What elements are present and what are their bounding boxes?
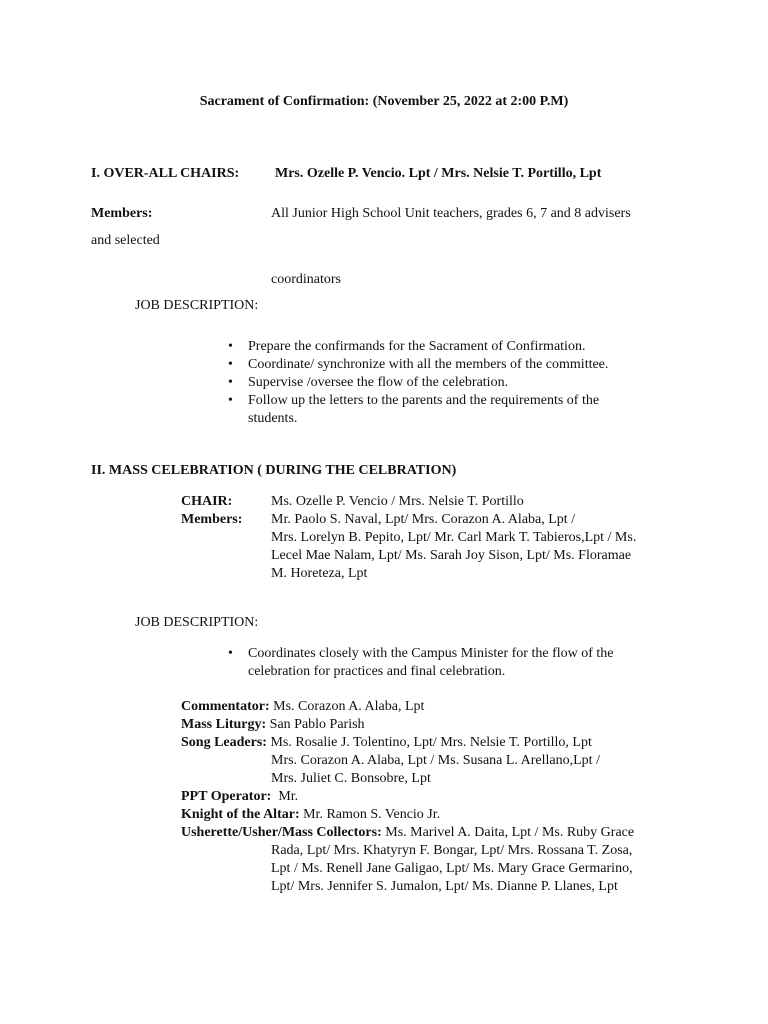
section2-members-label: Members:: [181, 512, 243, 527]
role-ushers: [181, 824, 634, 842]
role-commentator: [181, 698, 424, 716]
section1-members-line1: All Junior High School Unit teachers, grades 6, 7 and 8 advisers: [271, 206, 631, 221]
role-song-label: Song Leaders:: [181, 735, 267, 750]
role-ppt-operator: [181, 788, 298, 806]
role-knight-label: Knight of the Altar:: [181, 807, 300, 822]
role-usher-line: Lpt/ Mrs. Jennifer S. Jumalon, Lpt/ Ms. Dianne P. Llanes, Lpt: [271, 879, 618, 894]
section2-job-label: JOB DESCRIPTION:: [135, 615, 259, 630]
bullet-icon: •: [228, 357, 233, 372]
role-usher-label: Usherette/Usher/Mass Collectors:: [181, 825, 382, 840]
role-usher-value: Ms. Marivel A. Daita, Lpt / Ms. Ruby Grace: [381, 825, 635, 840]
section2-chair-label: CHAIR:: [181, 494, 233, 509]
role-commentator-label: Commentator:: [181, 699, 270, 714]
section2-chair-value: Ms. Ozelle P. Vencio / Mrs. Nelsie T. Portillo: [271, 494, 524, 509]
list-item: [228, 374, 638, 392]
section2-heading: II. MASS CELEBRATION ( DURING THE CELBRATION): [91, 463, 457, 478]
list-item-text: Prepare the confirmands for the Sacrament of Confirmation.: [248, 339, 586, 354]
role-knight-value: Mr. Ramon S. Vencio Jr.: [299, 807, 441, 822]
bullet-icon: •: [228, 646, 233, 661]
list-item: [228, 338, 638, 356]
list-item: [228, 392, 638, 428]
section1-bullet-list: [228, 338, 638, 428]
role-liturgy-value: San Pablo Parish: [266, 717, 365, 732]
bullet-icon: •: [228, 339, 233, 354]
list-item: [228, 356, 638, 374]
role-ppt-value: Mr.: [271, 789, 299, 804]
role-knight-of-altar: [181, 806, 440, 824]
list-item-text: Coordinate/ synchronize with all the members of the committee.: [248, 357, 609, 372]
document-title: Sacrament of Confirmation: (November 25, 2022 at 2:00 P.M): [199, 94, 569, 109]
role-usher-line: Rada, Lpt/ Mrs. Khatyryn F. Bongar, Lpt/ Mrs. Rossana T. Zosa,: [271, 843, 633, 858]
role-commentator-value: Ms. Corazon A. Alaba, Lpt: [269, 699, 425, 714]
section2-members-line: M. Horeteza, Lpt: [271, 566, 368, 581]
list-item-text: Coordinates closely with the Campus Minister for the flow of the celebration for practices and final celebration.: [248, 646, 614, 679]
role-mass-liturgy: [181, 716, 365, 734]
section1-members-line3: coordinators: [271, 272, 341, 287]
section1-members-label: Members:: [91, 206, 153, 221]
section2-members-line: Mrs. Lorelyn B. Pepito, Lpt/ Mr. Carl Mark T. Tabieros,Lpt / Ms.: [271, 530, 637, 545]
role-song-line: Mrs. Juliet C. Bonsobre, Lpt: [271, 771, 431, 786]
section1-job-label: JOB DESCRIPTION:: [135, 298, 259, 313]
section1-heading: I. OVER-ALL CHAIRS:: [91, 166, 240, 181]
section2-bullet-list: [228, 645, 648, 681]
section1-members-line2: and selected: [91, 233, 160, 248]
role-song-leaders: [181, 734, 592, 752]
role-usher-line: Lpt / Ms. Renell Jane Galigao, Lpt/ Ms. Mary Grace Germarino,: [271, 861, 633, 876]
role-song-value: Ms. Rosalie J. Tolentino, Lpt/ Mrs. Nelsie T. Portillo, Lpt: [266, 735, 592, 750]
role-song-line: Mrs. Corazon A. Alaba, Lpt / Ms. Susana L. Arellano,Lpt /: [271, 753, 600, 768]
list-item-text: Supervise /oversee the flow of the celebration.: [248, 375, 509, 390]
bullet-icon: •: [228, 375, 233, 390]
role-ppt-label: PPT Operator:: [181, 789, 272, 804]
section2-members-line: Lecel Mae Nalam, Lpt/ Ms. Sarah Joy Sison, Lpt/ Ms. Floramae: [271, 548, 632, 563]
section2-members-list: [271, 511, 636, 583]
section1-chairs: Mrs. Ozelle P. Vencio. Lpt / Mrs. Nelsie T. Portillo, Lpt: [275, 166, 602, 181]
list-item-text: Follow up the letters to the parents and the requirements of the students.: [248, 393, 600, 426]
bullet-icon: •: [228, 393, 233, 408]
list-item: [228, 645, 648, 681]
section2-members-line: Mr. Paolo S. Naval, Lpt/ Mrs. Corazon A. Alaba, Lpt /: [271, 512, 576, 527]
role-song-continuation: [271, 752, 600, 788]
role-liturgy-label: Mass Liturgy:: [181, 717, 267, 732]
role-usher-continuation: [271, 842, 633, 896]
